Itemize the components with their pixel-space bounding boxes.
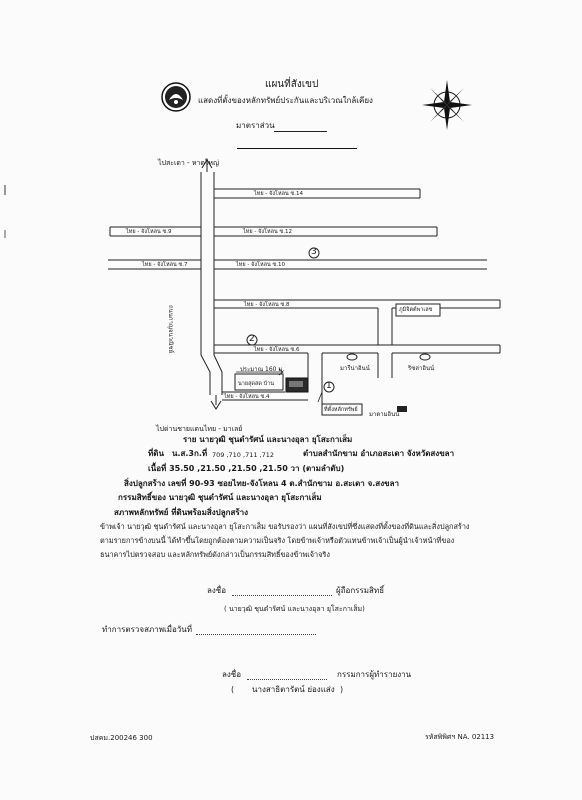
reporter-name: นางสาธิตารัตน์ ย่องแส่ง bbox=[252, 685, 335, 694]
main-road-label: ถนนกาญจนวณิชย์ bbox=[167, 305, 174, 354]
top-road-label: ไปสะเดา - หาดใหญ่ bbox=[158, 159, 219, 167]
marina-inn-label: มารีน่าอินน์ bbox=[340, 365, 370, 372]
reporter-open-paren: ( bbox=[231, 685, 235, 694]
reporter-sign-label: ลงชื่อ bbox=[222, 670, 242, 679]
footer-right-code: รหัสพิพิศฯ NA. 02113 bbox=[425, 733, 495, 741]
main-road-left-edge bbox=[201, 172, 210, 395]
ownership-line: กรรมสิทธิ์ของ นายวุฒิ ชุนดำรัศน์ และนางอุลา ยุโสะกาเส็ม bbox=[118, 493, 322, 502]
inspect-date-label: ทำการตรวจสภาพเมื่อวันที่ bbox=[102, 625, 193, 634]
land-label: ที่ดิน bbox=[148, 449, 164, 458]
main-road-right-edge bbox=[214, 172, 222, 395]
owner-names: ( นายวุฒิ ชุนดำรัศน์ และนางอุลา ยุโสะกาเส็ม) bbox=[224, 605, 365, 613]
bhumi-palace-label: ภูมิจิตต์พาเลซ bbox=[399, 307, 433, 313]
reporter-sign-line bbox=[247, 679, 327, 680]
marker-1: 1 bbox=[326, 381, 332, 391]
owner-sign-line bbox=[232, 595, 332, 596]
reporter-role: กรรมการผู้ทำรายงาน bbox=[337, 670, 412, 679]
land-numbers: 709 ,710 ,711 ,712 bbox=[212, 451, 275, 459]
marina-inn-marker bbox=[347, 354, 357, 360]
bottom-road-label: ไปด่านชายแดนไทย - มาเลย์ bbox=[156, 425, 243, 433]
lane-7-label: ไทย - จังโหลน ซ.7 bbox=[142, 262, 188, 268]
owner-sign-label: ลงชื่อ bbox=[207, 586, 227, 595]
margin-mark bbox=[4, 185, 6, 195]
area-line: เนื้อที่ 35.50 ,21.50 ,21.50 ,21.50 วา (ตามลำดับ) bbox=[148, 464, 345, 473]
property-label: ที่ตั้งหลักทรัพย์ bbox=[324, 407, 358, 413]
lane-9-label: ไทย - จังโหลน ซ.9 bbox=[126, 229, 172, 235]
declaration-line-1: ข้าพเจ้า นายวุฒิ ชุนดำรัศน์ และนางอุลา ยุโสะกาเส็ม ขอรับรองว่า แผนที่สังเขปที่ซึ่งแสดงที่ตั้งของที่ดินและสิ่งปลูกสร้าง bbox=[100, 522, 470, 531]
declaration-line-3: ธนาคารไปตรวจสอบ และหลักทรัพย์ดังกล่าวเป็นกรรมสิทธิ์ของข้าพเจ้าจริง bbox=[100, 550, 330, 559]
madam-inn-label: มาดามอินน์ bbox=[369, 411, 400, 418]
lane-14-label: ไทย - จังโหลน ซ.14 bbox=[254, 191, 303, 197]
scale-label: มาตราส่วน bbox=[236, 121, 275, 130]
page-title: แผนที่สังเขป bbox=[265, 79, 319, 90]
distance-label: ประมาณ 160 ม. bbox=[240, 366, 285, 373]
condition-line: สภาพหลักทรัพย์ ที่ดินพร้อมสิ่งปลูกสร้าง bbox=[114, 508, 249, 517]
rizza-inn-marker bbox=[420, 354, 430, 360]
rizza-inn-label: ริซล่าอินน์ bbox=[408, 365, 435, 372]
owner-role: ผู้ถือกรรมสิทธิ์ bbox=[336, 586, 385, 595]
lane-10-label: ไทย - จังโหลน ซ.10 bbox=[236, 262, 285, 268]
declaration-line-2: ตามรายการข้างบนนี้ ได้ทำขึ้นโดยถูกต้องตามความเป็นจริง โดยข้าพเจ้าหรือตัวแทนข้าพเจ้าเป็นผู้นำเจ้าหน้าที่ของ bbox=[100, 536, 455, 545]
owner-line: ราย นายวุฒิ ชุนดำรัศน์ และนางอุลา ยุโสะกาเส็ม bbox=[183, 435, 353, 444]
inspect-date-line bbox=[196, 634, 316, 635]
building-line: สิ่งปลูกสร้าง เลขที่ 90-93 ซอยไทย-จังโหลน 4 ต.สำนักขาม อ.สะเดา จ.สงขลา bbox=[124, 479, 399, 488]
land-location: ตำบลสำนักขาม อำเภอสะเดา จังหวัดสงขลา bbox=[303, 449, 455, 458]
footer-left-code: ปสคม.200246 300 bbox=[90, 734, 153, 742]
marker-3: 3 bbox=[311, 247, 317, 257]
page-subtitle: แสดงที่ตั้งของหลักทรัพย์ประกันและบริเวณใกล้เคียง bbox=[198, 96, 373, 105]
land-doc: น.ส.3ก.ที่ bbox=[172, 449, 208, 458]
owner-house-label: นายสุดสด บ้าน bbox=[238, 381, 275, 387]
margin-mark bbox=[4, 230, 6, 238]
lane-8-label: ไทย - จังโหลน ซ.8 bbox=[244, 302, 290, 308]
lane-6-label: ไทย - จังโหลน ซ.6 bbox=[254, 347, 300, 353]
marker-2: 2 bbox=[249, 334, 255, 344]
reporter-close-paren: ) bbox=[340, 685, 344, 694]
lane-12-label: ไทย - จังโหลน ซ.12 bbox=[243, 229, 292, 235]
lane-4-label: ไทย - จังโหลน ซ.4 bbox=[224, 394, 270, 400]
